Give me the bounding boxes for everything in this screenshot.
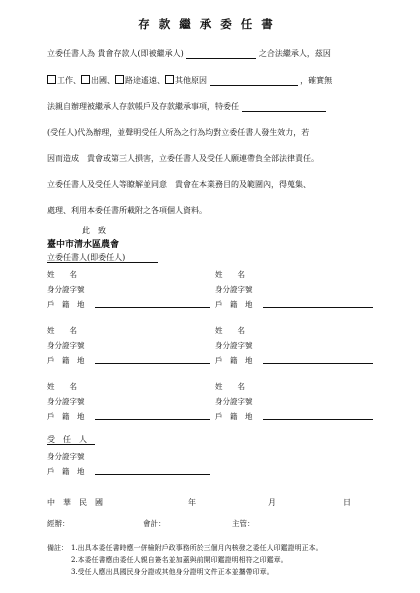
depositor-name-field[interactable] xyxy=(186,49,256,59)
principal-4-address-field[interactable] xyxy=(263,363,373,364)
principal-6-address-field[interactable] xyxy=(263,419,373,420)
date-year: 年 xyxy=(188,498,196,507)
principal-3-address-field[interactable] xyxy=(95,363,210,364)
work-label: 工作、 xyxy=(57,76,81,85)
accountant-label: 會計： xyxy=(143,519,166,528)
principal-2-id-label: 身分證字號 xyxy=(215,285,253,294)
principal-4-address-label: 戶 籍 地 xyxy=(215,356,253,365)
depositor-text: 貴會存款人(即被繼承人) xyxy=(97,49,184,58)
other-label: 其他原因 xyxy=(175,76,207,85)
intro-text: 立委任書人為 xyxy=(47,49,95,58)
principal-2-name-label: 姓 名 xyxy=(215,270,245,279)
principal-1-name-label: 姓 名 xyxy=(47,270,77,279)
paragraph-line-1 xyxy=(47,48,387,59)
notes-label: 備註： xyxy=(47,544,68,552)
agent-address-label: 戶 籍 地 xyxy=(47,467,85,476)
work-checkbox[interactable] xyxy=(47,75,56,84)
paragraph-line-2 xyxy=(47,75,387,86)
document-title: 存款繼承委任書 xyxy=(138,17,282,31)
unable-text: ，確實無 xyxy=(300,76,333,85)
note-2: 2.本委任書應由委任人親自簽名並加蓋與前開印鑑證明相符之印鑑章。 xyxy=(71,556,288,564)
date-day: 日 xyxy=(343,498,351,507)
paragraph-line-5: 因而造成 貴會或第三人損害，立委任書人及受任人願連帶負全部法律責任。 xyxy=(47,154,319,163)
principal-1-address-field[interactable] xyxy=(95,307,210,308)
principal-5-name-label: 姓 名 xyxy=(47,382,77,391)
principal-3-name-label: 姓 名 xyxy=(47,326,77,335)
agent-heading: 受 任 人 xyxy=(47,435,87,444)
date-era: 中 華 民 國 xyxy=(47,498,103,507)
agent-id-label: 身分證字號 xyxy=(47,452,85,461)
other-checkbox[interactable] xyxy=(165,75,174,84)
paragraph-line-3 xyxy=(47,101,387,112)
abroad-label: 出國、 xyxy=(91,76,115,85)
distance-checkbox[interactable] xyxy=(115,75,124,84)
distance-label: 路途遙遠、 xyxy=(125,76,165,85)
principal-5-address-field[interactable] xyxy=(95,419,210,420)
principal-5-id-label: 身分證字號 xyxy=(47,397,85,406)
agent-heading-underline xyxy=(47,444,95,445)
principal-3-id-label: 身分證字號 xyxy=(47,341,85,350)
date-month: 月 xyxy=(268,498,276,507)
principal-heading: 立委任書人(即委任人) xyxy=(47,253,126,262)
other-reason-field[interactable] xyxy=(210,76,298,86)
principal-5-address-label: 戶 籍 地 xyxy=(47,412,85,421)
agent-name-field[interactable] xyxy=(242,102,326,112)
principal-6-address-label: 戶 籍 地 xyxy=(215,412,253,421)
abroad-checkbox[interactable] xyxy=(81,75,90,84)
note-3: 3.受任人應出具國民身分證或其他身分證明文件正本並攜帶印章。 xyxy=(71,568,274,576)
principal-2-address-label: 戶 籍 地 xyxy=(215,300,253,309)
handler-label: 經辦： xyxy=(47,519,70,528)
recipient-organization: 臺中市清水區農會 xyxy=(47,240,120,250)
principal-3-address-label: 戶 籍 地 xyxy=(47,356,85,365)
principal-4-name-label: 姓 名 xyxy=(215,326,245,335)
principal-2-address-field[interactable] xyxy=(263,307,373,308)
principal-4-id-label: 身分證字號 xyxy=(215,341,253,350)
note-1: 1.出具本委任書時應一併檢附戶政事務所於三個月內核發之委任人印鑑證明正本。 xyxy=(71,544,323,552)
principal-6-name-label: 姓 名 xyxy=(215,382,245,391)
entrust-text: 法親自辦理被繼承人存款帳戶及存款繼承事項，特委任 xyxy=(47,102,239,111)
principal-1-id-label: 身分證字號 xyxy=(47,285,85,294)
paragraph-line-7: 處理、利用本委任書所載附之各項個人資料。 xyxy=(47,206,207,215)
paragraph-line-4: (受任人)代為辦理，並聲明受任人所為之行為均對立委任書人發生效力，若 xyxy=(47,128,310,137)
principal-1-address-label: 戶 籍 地 xyxy=(47,300,85,309)
supervisor-label: 主管： xyxy=(232,519,255,528)
principal-heading-underline xyxy=(47,262,158,263)
heir-text: 之合法繼承人，茲因 xyxy=(258,49,331,58)
principal-6-id-label: 身分證字號 xyxy=(215,397,253,406)
paragraph-line-6: 立委任書人及受任人等瞭解並同意 貴會在本業務目的及範圍內，得蒐集、 xyxy=(47,180,311,189)
salutation: 此 致 xyxy=(82,226,106,235)
agent-address-field[interactable] xyxy=(95,474,210,475)
